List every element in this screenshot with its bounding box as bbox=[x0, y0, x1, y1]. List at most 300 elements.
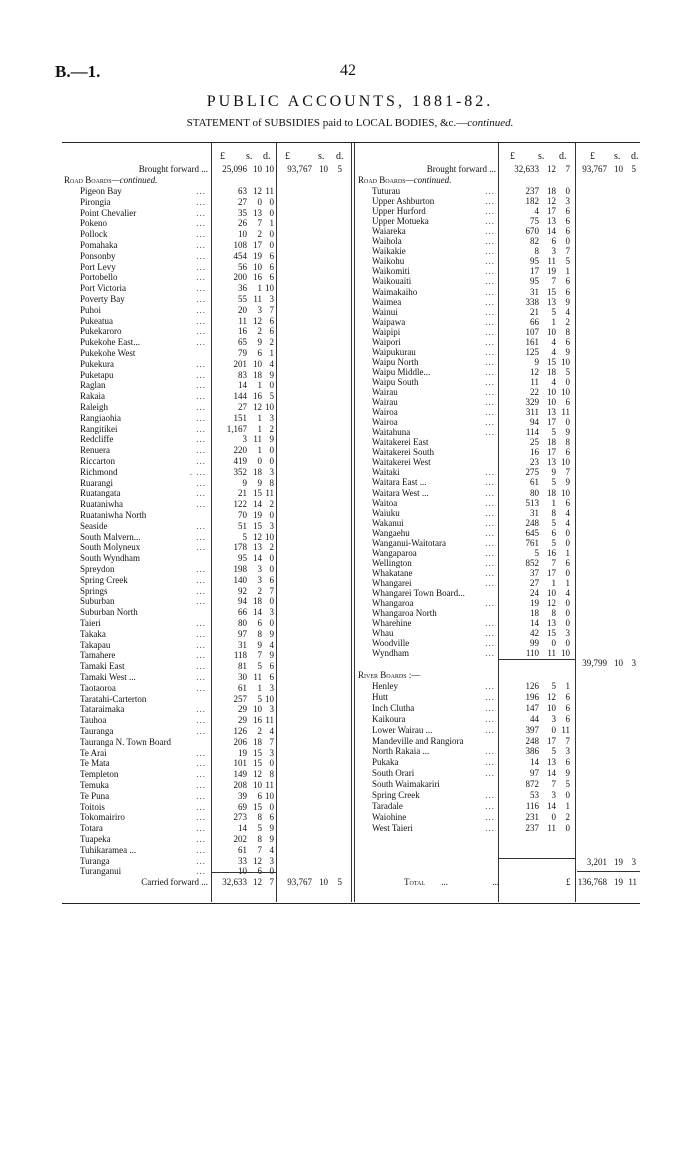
table-row bbox=[80, 316, 206, 327]
pounds: 9 bbox=[534, 356, 539, 367]
pounds: 16 bbox=[530, 447, 539, 458]
shillings: 3 bbox=[257, 564, 262, 574]
leader-dots: ... bbox=[485, 497, 495, 508]
pence: 9 bbox=[269, 650, 274, 661]
leader-dots: ... bbox=[485, 713, 495, 724]
pounds: 93,767 bbox=[582, 164, 607, 174]
pounds: 55 bbox=[238, 294, 247, 304]
table-row bbox=[80, 499, 206, 510]
left-carried-forward-amount bbox=[212, 877, 276, 888]
leader-dots: ... bbox=[196, 834, 206, 844]
pounds: 32,633 bbox=[222, 877, 247, 887]
table-row bbox=[80, 478, 206, 489]
body-name: Taradale bbox=[372, 800, 403, 811]
leader-dots: ... bbox=[485, 376, 495, 387]
pence: 3 bbox=[269, 520, 274, 531]
leader-dots: ... bbox=[485, 648, 495, 659]
table-row bbox=[80, 769, 206, 780]
shillings: 10 bbox=[547, 588, 556, 598]
pounds: 118 bbox=[233, 650, 247, 661]
shillings: 1 bbox=[257, 682, 262, 693]
subtitle-continued: continued. bbox=[467, 117, 514, 129]
shillings: 15 bbox=[547, 628, 556, 639]
body-name: Tamaki East bbox=[80, 661, 125, 672]
body-name: Pollock bbox=[80, 229, 108, 240]
pounds: 99 bbox=[530, 638, 539, 649]
shillings: 0 bbox=[551, 724, 556, 735]
leader-dots: ... bbox=[485, 256, 495, 267]
body-name: South Wyndham bbox=[80, 553, 141, 564]
table-row bbox=[80, 467, 206, 478]
body-name: Waiohine bbox=[372, 811, 407, 822]
body-name: Raleigh bbox=[80, 402, 108, 412]
body-name: Whau bbox=[372, 628, 394, 639]
pounds: 25,096 bbox=[222, 164, 247, 174]
leader-dots: ... bbox=[196, 596, 206, 607]
body-name: Poverty Bay bbox=[80, 294, 125, 304]
shillings: 19 bbox=[614, 857, 623, 867]
shillings: 18 bbox=[547, 437, 556, 448]
body-name: Ruatangata bbox=[80, 488, 121, 499]
body-name: Waikomiti bbox=[372, 266, 410, 277]
table-row bbox=[80, 823, 206, 834]
pounds: 61 bbox=[238, 682, 247, 693]
pence: 11 bbox=[265, 715, 274, 726]
pence: 0 bbox=[269, 564, 274, 574]
subtotal-rule bbox=[499, 858, 575, 859]
pounds: 31 bbox=[238, 639, 247, 650]
shillings: 10 bbox=[547, 397, 556, 408]
leader-dots: ... bbox=[485, 216, 495, 227]
body-name: Waikakie bbox=[372, 246, 406, 257]
section-label: Road Boards bbox=[64, 175, 112, 185]
shillings: 6 bbox=[257, 790, 262, 801]
pounds: 645 bbox=[525, 527, 539, 538]
pounds: 196 bbox=[525, 691, 539, 702]
pounds: 5 bbox=[534, 547, 539, 558]
pounds: 66 bbox=[530, 316, 539, 327]
pence: 4 bbox=[269, 639, 274, 650]
pence: 9 bbox=[269, 369, 274, 380]
shillings: 16 bbox=[253, 391, 262, 402]
table-row bbox=[80, 715, 206, 726]
pence: 0 bbox=[269, 207, 274, 218]
shillings: 14 bbox=[253, 553, 262, 564]
pounds: 3,201 bbox=[586, 857, 607, 867]
shillings: 6 bbox=[551, 527, 556, 538]
body-name: Turanga bbox=[80, 855, 110, 866]
subtitle-main: STATEMENT of SUBSIDIES paid to LOCAL BODIES, &c.— bbox=[186, 117, 468, 129]
page-number: 42 bbox=[340, 62, 356, 79]
leader-dots: ... bbox=[485, 537, 495, 548]
body-name: Mandeville and Rangiora bbox=[372, 735, 464, 746]
leader-dots: ... bbox=[485, 477, 495, 488]
leader-dots: ... bbox=[196, 672, 206, 682]
pounds: 761 bbox=[525, 537, 539, 548]
leader-dots: ... bbox=[196, 628, 206, 639]
shillings: 10 bbox=[614, 658, 623, 668]
pence: 1 bbox=[269, 218, 274, 229]
pence: 6 bbox=[565, 226, 570, 237]
body-name: Pukekura bbox=[80, 358, 114, 369]
shillings: 3 bbox=[257, 574, 262, 585]
table-row bbox=[80, 359, 206, 370]
pounds: 110 bbox=[525, 648, 539, 659]
pounds: 108 bbox=[233, 240, 247, 250]
table-row bbox=[372, 757, 495, 768]
shillings: 12 bbox=[547, 196, 556, 207]
body-name: West Taieri bbox=[372, 822, 413, 833]
body-name: Waitoa bbox=[372, 497, 398, 508]
pence: 6 bbox=[565, 447, 570, 458]
leader-dots: ... bbox=[485, 702, 495, 713]
table-row bbox=[372, 714, 495, 725]
body-name: Puhoi bbox=[80, 304, 102, 315]
leader-dots: ... bbox=[485, 547, 495, 558]
shillings: 9 bbox=[551, 467, 556, 478]
pounds: 27 bbox=[238, 196, 247, 207]
body-name: Suburban North bbox=[80, 607, 138, 618]
pounds: 237 bbox=[525, 186, 539, 196]
leader-dots: ... bbox=[196, 661, 206, 672]
pence: 5 bbox=[565, 256, 570, 267]
pence: 9 bbox=[269, 434, 274, 445]
body-name: Wangaehu bbox=[372, 527, 410, 538]
body-name: Tamaki West ... bbox=[80, 672, 136, 682]
body-name: Wangaparoa bbox=[372, 547, 417, 558]
pence: 9 bbox=[565, 346, 570, 357]
body-name: Pomahaka bbox=[80, 240, 118, 250]
leader-dots: ... bbox=[485, 487, 495, 498]
left-carried-forward-total bbox=[278, 877, 350, 888]
pence: 9 bbox=[565, 477, 570, 488]
shillings: 2 bbox=[257, 585, 262, 596]
body-name: Pukekaroro bbox=[80, 326, 122, 337]
table-row bbox=[80, 251, 206, 262]
table-row bbox=[80, 564, 206, 575]
pence: 6 bbox=[269, 261, 274, 272]
pounds: 24 bbox=[530, 588, 539, 598]
pounds: 248 bbox=[525, 735, 539, 746]
leader-dots: ... bbox=[196, 726, 206, 736]
body-name: South Orari bbox=[372, 768, 415, 779]
table-row bbox=[80, 650, 206, 661]
pence: 3 bbox=[565, 746, 570, 757]
pounds: 107 bbox=[525, 326, 539, 337]
pence: 1 bbox=[565, 681, 570, 691]
pence: 11 bbox=[265, 186, 274, 196]
pence: 11 bbox=[265, 780, 274, 790]
pence: 3 bbox=[269, 294, 274, 304]
body-name: Waipu South bbox=[372, 376, 419, 387]
table-row bbox=[80, 672, 206, 683]
pounds: 386 bbox=[525, 746, 539, 757]
pence: 11 bbox=[628, 877, 637, 887]
pounds: 237 bbox=[525, 822, 539, 833]
shillings: 5 bbox=[257, 661, 262, 672]
pence: 1 bbox=[565, 547, 570, 558]
pence: 2 bbox=[565, 811, 570, 822]
pence: 7 bbox=[565, 467, 570, 478]
pence: 5 bbox=[565, 779, 570, 790]
section-label: Road Boards bbox=[358, 175, 406, 185]
body-name: Waipu Middle... bbox=[372, 366, 431, 377]
table-row bbox=[80, 337, 206, 348]
pounds: 311 bbox=[525, 407, 539, 418]
leader-dots: ... bbox=[196, 326, 206, 337]
pence: 0 bbox=[269, 596, 274, 607]
shillings: 15 bbox=[547, 286, 556, 297]
pence: 10 bbox=[561, 487, 570, 498]
pounds: 19 bbox=[238, 747, 247, 758]
leader-dots: ... bbox=[196, 240, 206, 250]
pence: 4 bbox=[565, 517, 570, 528]
pence: 6 bbox=[269, 250, 274, 261]
leader-dots: ... bbox=[196, 196, 206, 207]
body-name: Waipori bbox=[372, 336, 401, 347]
table-row bbox=[80, 812, 206, 823]
shillings: 12 bbox=[547, 164, 556, 174]
pounds: 95 bbox=[530, 256, 539, 267]
pounds: 513 bbox=[525, 497, 539, 508]
leader-dots: ... bbox=[196, 823, 206, 834]
pounds: 51 bbox=[238, 520, 247, 531]
pounds: 5 bbox=[242, 531, 247, 542]
shillings: 7 bbox=[551, 779, 556, 790]
pounds: 206 bbox=[233, 736, 247, 747]
body-name: Raglan bbox=[80, 380, 106, 391]
leader-dots: ... bbox=[196, 574, 206, 585]
body-name: Waikouaiti bbox=[372, 276, 412, 287]
body-name: Te Arai bbox=[80, 747, 107, 758]
pounds: 29 bbox=[238, 704, 247, 715]
pence: 1 bbox=[565, 577, 570, 588]
body-name: Whangaroa bbox=[372, 598, 414, 609]
leader-dots: ... bbox=[485, 356, 495, 367]
pounds: 97 bbox=[530, 768, 539, 779]
pence: 3 bbox=[269, 412, 274, 423]
body-name: Taratahi-Carterton bbox=[80, 693, 147, 704]
shillings: 12 bbox=[547, 691, 556, 702]
shillings: 1 bbox=[257, 423, 262, 434]
right-brought-forward-total bbox=[577, 164, 640, 175]
shillings: 8 bbox=[257, 628, 262, 639]
shillings: 17 bbox=[547, 206, 556, 217]
table-row bbox=[372, 703, 495, 714]
pounds: 419 bbox=[233, 456, 247, 466]
pounds: 95 bbox=[238, 553, 247, 564]
pence: 6 bbox=[565, 206, 570, 217]
shillings: 5 bbox=[551, 517, 556, 528]
pounds: 182 bbox=[525, 196, 539, 207]
pounds: 31 bbox=[530, 507, 539, 518]
shillings: 6 bbox=[257, 866, 262, 877]
shillings: 10 bbox=[319, 877, 328, 887]
table-row bbox=[80, 640, 206, 651]
leader-dots: ... bbox=[485, 790, 495, 800]
leader-dots: ... bbox=[485, 286, 495, 297]
pounds: 29 bbox=[238, 715, 247, 726]
table-row bbox=[80, 542, 206, 553]
pound-header: £ bbox=[220, 151, 225, 162]
pounds: 12 bbox=[530, 366, 539, 377]
pounds: 53 bbox=[530, 790, 539, 800]
leader-dots: ... bbox=[485, 417, 495, 428]
pence: 1 bbox=[565, 266, 570, 277]
pence: 4 bbox=[565, 306, 570, 317]
body-name: Spring Creek bbox=[80, 574, 128, 585]
shillings: 11 bbox=[547, 822, 556, 833]
body-name: Wyndham bbox=[372, 648, 409, 659]
pence: 10 bbox=[265, 164, 274, 174]
pence: 6 bbox=[269, 272, 274, 283]
road-boards-total bbox=[577, 658, 640, 669]
leader-dots: ... bbox=[485, 276, 495, 287]
shillings: 3 bbox=[551, 713, 556, 724]
body-name: Riccarton bbox=[80, 456, 115, 466]
body-name: Kaikoura bbox=[372, 713, 406, 724]
table-row bbox=[80, 618, 206, 629]
pounds: 56 bbox=[238, 261, 247, 272]
pounds: 65 bbox=[238, 337, 247, 348]
pence: 4 bbox=[565, 507, 570, 518]
shillings: 2 bbox=[257, 726, 262, 736]
shillings: 2 bbox=[257, 229, 262, 240]
shillings: 17 bbox=[547, 417, 556, 428]
leader-dots: ... bbox=[196, 477, 206, 488]
pence: 0 bbox=[269, 866, 274, 877]
shillings: 15 bbox=[253, 488, 262, 499]
leader-dots: ... bbox=[485, 800, 495, 811]
table-row bbox=[80, 748, 206, 759]
pounds: 69 bbox=[238, 801, 247, 812]
pounds: 80 bbox=[530, 487, 539, 498]
pence: 0 bbox=[565, 376, 570, 387]
shillings: 19 bbox=[253, 510, 262, 520]
pence: 10 bbox=[265, 531, 274, 542]
pounds: 93,767 bbox=[287, 877, 312, 887]
pounds: 93,767 bbox=[287, 164, 312, 174]
table-row bbox=[80, 208, 206, 219]
pounds: 231 bbox=[525, 811, 539, 822]
shillings: 18 bbox=[253, 596, 262, 607]
pence: 10 bbox=[265, 790, 274, 801]
shillings: 1 bbox=[551, 316, 556, 327]
shillings: 14 bbox=[253, 499, 262, 510]
pounds: 149 bbox=[233, 769, 247, 780]
leader-dots: ... bbox=[196, 542, 206, 553]
pounds: 4 bbox=[534, 206, 539, 217]
shillings: 13 bbox=[547, 457, 556, 468]
shillings: 6 bbox=[257, 348, 262, 358]
pounds: 11 bbox=[238, 315, 247, 326]
pence: 6 bbox=[565, 497, 570, 508]
table-row bbox=[372, 736, 495, 747]
shillings: 17 bbox=[547, 735, 556, 746]
table-row bbox=[80, 186, 206, 197]
table-row bbox=[80, 488, 206, 499]
body-name: South Waimakariri bbox=[372, 779, 440, 790]
shillings: 6 bbox=[551, 236, 556, 247]
pence: 9 bbox=[565, 768, 570, 779]
pence: 3 bbox=[269, 466, 274, 477]
leader-dots: ... bbox=[485, 681, 495, 691]
pounds: 26 bbox=[238, 218, 247, 229]
shillings: 17 bbox=[253, 240, 262, 250]
body-name: Woodville bbox=[372, 638, 410, 649]
pounds: 872 bbox=[525, 779, 539, 790]
body-name: Pukekohe East... bbox=[80, 337, 140, 348]
pence: 5 bbox=[269, 391, 274, 402]
body-name: Tuapeka bbox=[80, 834, 111, 844]
shillings: 10 bbox=[547, 326, 556, 337]
pence: 0 bbox=[565, 567, 570, 578]
shillings: 2 bbox=[257, 326, 262, 337]
leader-dots: ... bbox=[485, 467, 495, 478]
pence: 3 bbox=[631, 658, 636, 668]
table-row bbox=[80, 596, 206, 607]
left-brought-forward-amount bbox=[212, 164, 276, 175]
pounds: 14 bbox=[238, 823, 247, 834]
pence: 0 bbox=[565, 598, 570, 609]
table-row bbox=[80, 856, 206, 867]
column-rule bbox=[276, 142, 277, 902]
leader-dots: ... bbox=[485, 598, 495, 609]
page-subtitle bbox=[0, 117, 700, 129]
body-name: Taotaoroa bbox=[80, 682, 116, 693]
pounds: 220 bbox=[233, 445, 247, 456]
leader-dots: ... bbox=[485, 507, 495, 518]
pounds: 79 bbox=[238, 348, 247, 358]
body-name: Ruataniwha North bbox=[80, 510, 147, 520]
pence: 9 bbox=[565, 427, 570, 438]
pounds: 19 bbox=[530, 598, 539, 609]
body-name: Whangarei bbox=[372, 577, 412, 588]
leader-dots: ... bbox=[196, 218, 206, 229]
shillings: 5 bbox=[551, 537, 556, 548]
table-row bbox=[80, 434, 206, 445]
body-name: Tamahere bbox=[80, 650, 116, 661]
body-name: Wakanui bbox=[372, 517, 404, 528]
pounds: 151 bbox=[233, 412, 247, 423]
pounds: 31 bbox=[530, 286, 539, 297]
shillings: 10 bbox=[547, 702, 556, 713]
pounds: 161 bbox=[525, 336, 539, 347]
leader-dots: ... bbox=[196, 229, 206, 240]
body-name: Takapau bbox=[80, 639, 111, 650]
leader-dots: ... bbox=[485, 186, 495, 196]
leader-dots: ... bbox=[196, 499, 206, 510]
leader-dots: ... bbox=[485, 724, 495, 735]
table-row bbox=[80, 445, 206, 456]
pounds: 97 bbox=[238, 628, 247, 639]
body-name: Waipipi bbox=[372, 326, 401, 337]
shillings: 1 bbox=[551, 497, 556, 508]
pence: 4 bbox=[269, 358, 274, 369]
leader-dots: ... bbox=[485, 628, 495, 639]
pence: 2 bbox=[269, 499, 274, 510]
pence: 5 bbox=[337, 164, 342, 174]
body-name: Waitara West ... bbox=[372, 487, 429, 498]
body-name: Rakaia bbox=[80, 391, 105, 402]
leader-dots: ... bbox=[196, 423, 206, 434]
leader-dots: ... bbox=[196, 758, 206, 769]
leader-dots: ... bbox=[485, 296, 495, 307]
body-name: Waikohu bbox=[372, 256, 405, 267]
pence: 7 bbox=[269, 304, 274, 315]
column-rule bbox=[575, 142, 576, 902]
pounds: 22 bbox=[530, 387, 539, 397]
